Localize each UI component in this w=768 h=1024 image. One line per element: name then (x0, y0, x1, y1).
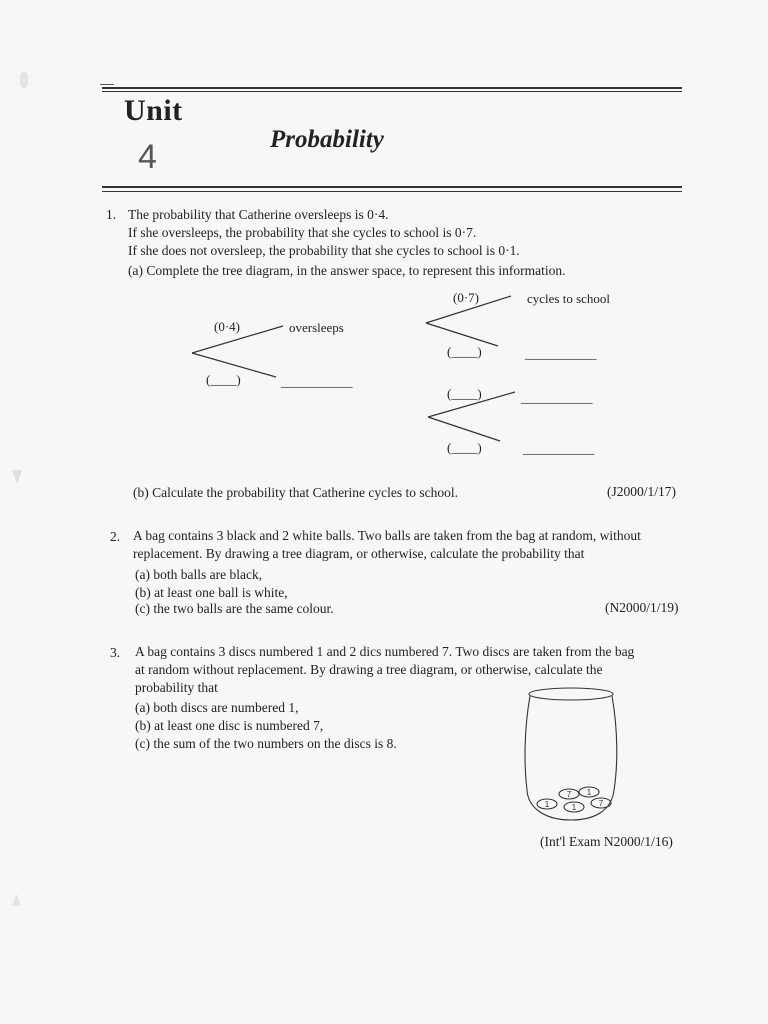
q2-number: 2. (110, 529, 121, 544)
q2-reference: (N2000/1/19) (605, 600, 679, 615)
tree-lower-bottom-outcome[interactable]: ___________ (523, 441, 595, 456)
q1-line-1: The probability that Catherine oversleeps is 0·4. (128, 207, 389, 222)
q2-part-a: (a) both balls are black, (135, 567, 263, 582)
q3-part-a: (a) both discs are numbered 1, (135, 700, 299, 715)
tree-first-blank-outcome[interactable]: ___________ (281, 374, 353, 389)
tree-first-prob: (0·4) (214, 319, 240, 334)
tree-first-blank-prob[interactable]: (____) (206, 372, 241, 387)
page-title: Probability (270, 126, 384, 153)
unit-label: Unit (124, 94, 183, 127)
disc-label-5: 7 (598, 799, 604, 808)
q2-line-1: A bag contains 3 black and 2 white balls. Two balls are taken from the bag at random, without (133, 528, 641, 543)
disc-label-2: 1 (586, 788, 592, 797)
q1-number: 1. (106, 207, 117, 222)
q3-part-c: (c) the sum of the two numbers on the discs is 8. (135, 736, 397, 751)
disc-label-4: 1 (571, 803, 577, 812)
tree-upper-blank-outcome[interactable]: ___________ (525, 346, 597, 361)
tree-lower-top-outcome[interactable]: ___________ (521, 390, 593, 405)
q1-line-2: If she oversleeps, the probability that she cycles to school is 0·7. (128, 225, 477, 240)
tree-lower-top-prob[interactable]: (____) (447, 386, 482, 401)
disc-label-3: 1 (544, 800, 550, 809)
q1-part-a: (a) Complete the tree diagram, in the answer space, to represent this information. (128, 263, 566, 278)
q1-line-3: If she does not oversleep, the probability that she cycles to school is 0·1. (128, 243, 520, 258)
q2-part-c: (c) the two balls are the same colour. (135, 601, 334, 616)
q3-line-3: probability that (135, 680, 218, 695)
q1-part-b: (b) Calculate the probability that Catherine cycles to school. (133, 485, 459, 500)
q3-part-b: (b) at least one disc is numbered 7, (135, 718, 324, 733)
scan-speck-1 (20, 72, 28, 88)
unit-number: 4 (138, 138, 157, 176)
q1-reference: (J2000/1/17) (607, 484, 676, 499)
q3-line-1: A bag contains 3 discs numbered 1 and 2 dics numbered 7. Two discs are taken from the bag (135, 644, 635, 659)
q2-line-2: replacement. By drawing a tree diagram, or otherwise, calculate the probability that (133, 546, 585, 561)
tree-first-outcome: oversleeps (289, 320, 344, 335)
q3-reference: (Int'l Exam N2000/1/16) (540, 834, 673, 849)
bag-mouth (529, 688, 613, 700)
tree-lower-bottom-prob[interactable]: (____) (447, 440, 482, 455)
q2-part-b: (b) at least one ball is white, (135, 585, 288, 600)
tree-upper-blank-prob[interactable]: (____) (447, 344, 482, 359)
tree-upper-prob: (0·7) (453, 290, 479, 305)
disc-label-1: 7 (566, 790, 572, 799)
q3-line-2: at random without replacement. By drawing a tree diagram, or otherwise, calculate the (135, 662, 603, 677)
tree-upper-outcome: cycles to school (527, 291, 611, 306)
q3-number: 3. (110, 645, 121, 660)
